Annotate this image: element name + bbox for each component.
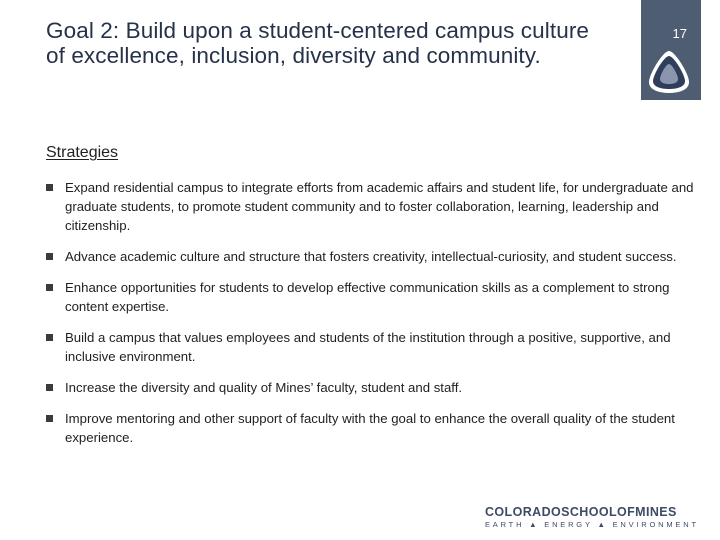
list-item <box>46 328 696 366</box>
strategies-heading: Strategies <box>46 144 119 161</box>
list-item <box>46 378 696 397</box>
slide-title: Goal 2: Build upon a student-centered campus culture of excellence, inclusion, diversity and community. <box>46 18 590 68</box>
list-item <box>46 178 696 235</box>
list-item-text: Improve mentoring and other support of faculty with the goal to enhance the overall quality of the student experience. <box>65 411 675 445</box>
square-bullet-icon <box>46 384 53 391</box>
list-item <box>46 247 696 266</box>
list-item-text: Advance academic culture and structure that fosters creativity, intellectual-curiosity, and student success. <box>65 249 677 264</box>
list-item-text: Build a campus that values employees and students of the institution through a positive, supportive, and inclusive environment. <box>65 330 671 364</box>
footer-logo-name: COLORADOSCHOOLOFMINES <box>485 505 677 519</box>
list-item <box>46 409 696 447</box>
strategies-list <box>46 178 696 459</box>
list-item-text: Enhance opportunities for students to develop effective communication skills as a complement to strong content expertise. <box>65 280 670 314</box>
square-bullet-icon <box>46 253 53 260</box>
list-item-text: Increase the diversity and quality of Mines’ faculty, student and staff. <box>65 380 463 395</box>
mines-triangle-logo-icon <box>645 48 693 96</box>
square-bullet-icon <box>46 415 53 422</box>
square-bullet-icon <box>46 334 53 341</box>
footer-logo-tagline: EARTH ▲ ENERGY ▲ ENVIRONMENT <box>485 520 699 529</box>
list-item <box>46 278 696 316</box>
square-bullet-icon <box>46 184 53 191</box>
list-item-text: Expand residential campus to integrate efforts from academic affairs and student life, for undergraduate and graduate students, to promote student community and to foster collaboration, learning, leadership and citizenship. <box>65 180 694 233</box>
colorado-school-of-mines-logo <box>485 505 699 533</box>
square-bullet-icon <box>46 284 53 291</box>
page-number: 17 <box>672 26 687 41</box>
